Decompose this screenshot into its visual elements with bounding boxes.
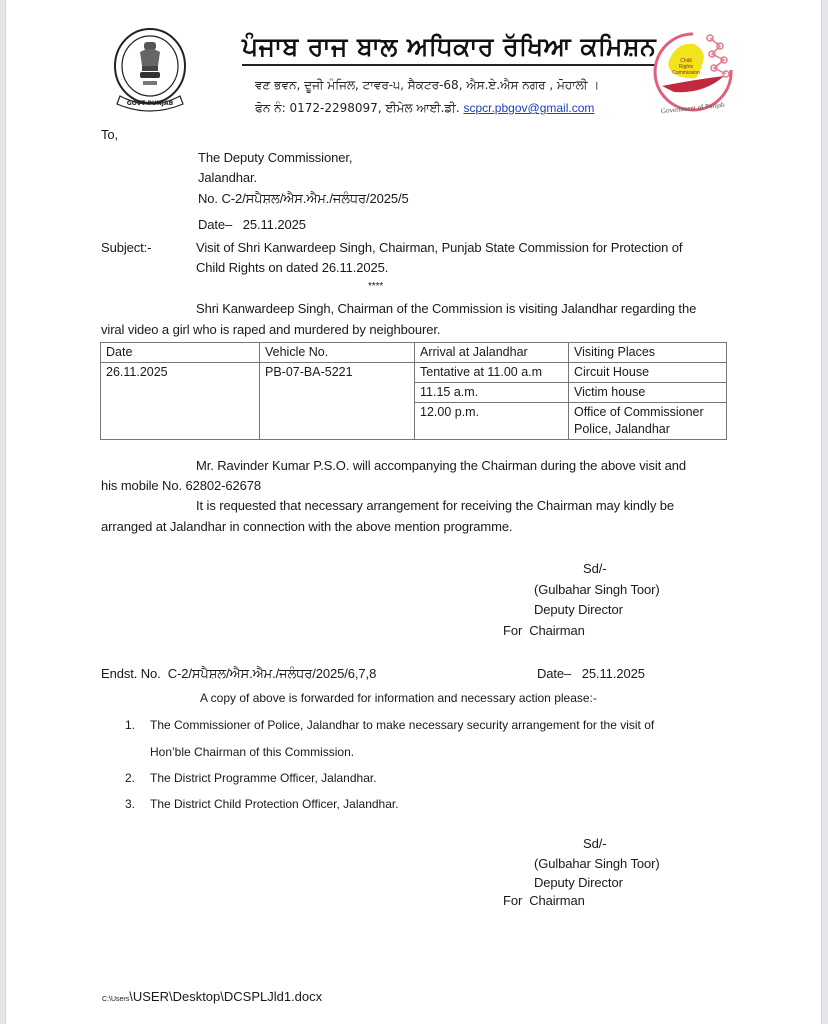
date-label: Date– [537,666,572,681]
table-row [101,363,727,383]
list-item: The Commissioner of Police, Jalandhar to make necessary security arrangement for the visit of [150,718,655,732]
reference-number: No. C-2/ਸਪੈਸ਼ਲ/ਐਸ.ਐਮ./ਜਲੰਧਰ/2025/5 [198,191,409,206]
paragraph3-line2: arranged at Jalandhar in connection with the above mention programme. [101,519,513,534]
cell-place: Circuit House [569,363,727,383]
cell-date: 26.11.2025 [101,363,260,440]
letter-date [198,217,306,232]
cell-arrival: 12.00 p.m. [415,403,569,440]
signature1-sd: Sd/- [583,561,607,576]
organization-contact [255,101,594,116]
paragraph1-line2: viral video a girl who is raped and murdered by neighbourer. [101,322,441,337]
header-arrival: Arrival at Jalandhar [415,343,569,363]
phone-text: ਫੋਨ ਨੰ: 0172-2298097, ਈਮੇਲ ਆਈ.ਡੀ. [255,101,464,115]
signature2-sd: Sd/- [583,836,607,851]
list-item-number: 1. [125,718,136,732]
list-item-number: 3. [125,797,136,811]
signature2-name: (Gulbahar Singh Toor) [534,856,660,871]
table-header-row [101,343,727,363]
subject-line1: Visit of Shri Kanwardeep Singh, Chairman, Punjab State Commission for Protection of [196,240,683,255]
organization-address: ਵਣ ਭਵਨ, ਦੂਜੀ ਮੰਜਿਲ, ਟਾਵਰ-੫, ਸੈਕਟਰ-68, ਐਸ.ਏ.ਐਸ ਨਗਰ , ਮੋਹਾਲੀ । [255,78,600,92]
endorsement-ref: Endst. No. C-2/ਸਪੈਸ਼ਲ/ਐਸ.ਐਮ./ਜਲੰਧਰ/2025/6,7,8 [101,666,377,681]
paragraph2-line2: his mobile No. 62802-62678 [101,478,262,493]
signature2-for: For Chairman [503,893,585,908]
date-label: Date– [198,217,233,232]
list-item-number: 2. [125,771,136,785]
svg-text:Government of Punjab: Government of Punjab [660,100,725,116]
paragraph3-line1: It is requested that necessary arrangement for receiving the Chairman may kindly be [196,498,674,513]
date-value: 25.11.2025 [242,217,306,232]
separator: **** [368,281,384,292]
endorsement-intro: A copy of above is forwarded for information and necessary action please:- [200,691,597,705]
page-edge-left [0,0,6,1024]
cell-place: Office of Commissioner Police, Jalandhar [569,403,727,440]
list-item: The District Child Protection Officer, Jalandhar. [150,797,399,811]
svg-text:Commission: Commission [672,70,700,76]
header-vehicle: Vehicle No. [260,343,415,363]
organization-title: ਪੰਜਾਬ ਰਾਜ ਬਾਲ ਅਧਿਕਾਰ ਰੱਖਿਆ ਕਮਿਸ਼ਨ [242,32,656,66]
cell-arrival: 11.15 a.m. [415,383,569,403]
svg-text:Child: Child [680,58,692,64]
cell-vehicle: PB-07-BA-5221 [260,363,415,440]
svg-text:Rights: Rights [678,64,694,70]
list-item-continued: Hon’ble Chairman of this Commission. [150,745,355,759]
footer-file-path [102,989,322,1004]
header-date: Date [101,343,260,363]
signature1-designation: Deputy Director [534,602,623,617]
recipient-line1: The Deputy Commissioner, [198,150,353,165]
child-rights-commission-logo-icon [648,28,738,120]
path-rest: \USER\Desktop\DCSPLJld1.docx [129,989,323,1004]
header-places: Visiting Places [569,343,727,363]
subject-label: Subject:- [101,240,152,255]
signature1-for: For Chairman [503,623,585,638]
subject-line2: Child Rights on dated 26.11.2025. [196,260,389,275]
list-item: The District Programme Officer, Jalandhar. [150,771,377,785]
svg-text:GOVT PUNJAB: GOVT PUNJAB [126,100,174,107]
govt-punjab-emblem-icon [112,26,188,112]
cell-arrival: Tentative at 11.00 a.m [415,363,569,383]
signature2-designation: Deputy Director [534,875,623,890]
paragraph2-line1: Mr. Ravinder Kumar P.S.O. will accompanying the Chairman during the above visit and [196,458,687,473]
signature1-name: (Gulbahar Singh Toor) [534,582,660,597]
visit-schedule-table [100,342,727,440]
cell-place: Victim house [569,383,727,403]
endorsement-date [537,666,645,681]
path-prefix: C:\Users [102,996,130,1003]
paragraph1-line1: Shri Kanwardeep Singh, Chairman of the Commission is visiting Jalandhar regarding the [196,301,697,316]
page-edge-right [821,0,828,1024]
date-value: 25.11.2025 [581,666,645,681]
email-link[interactable]: scpcr.pbgov@gmail.com [463,101,595,115]
salutation-to: To, [101,127,119,142]
recipient-line2: Jalandhar. [198,170,257,185]
